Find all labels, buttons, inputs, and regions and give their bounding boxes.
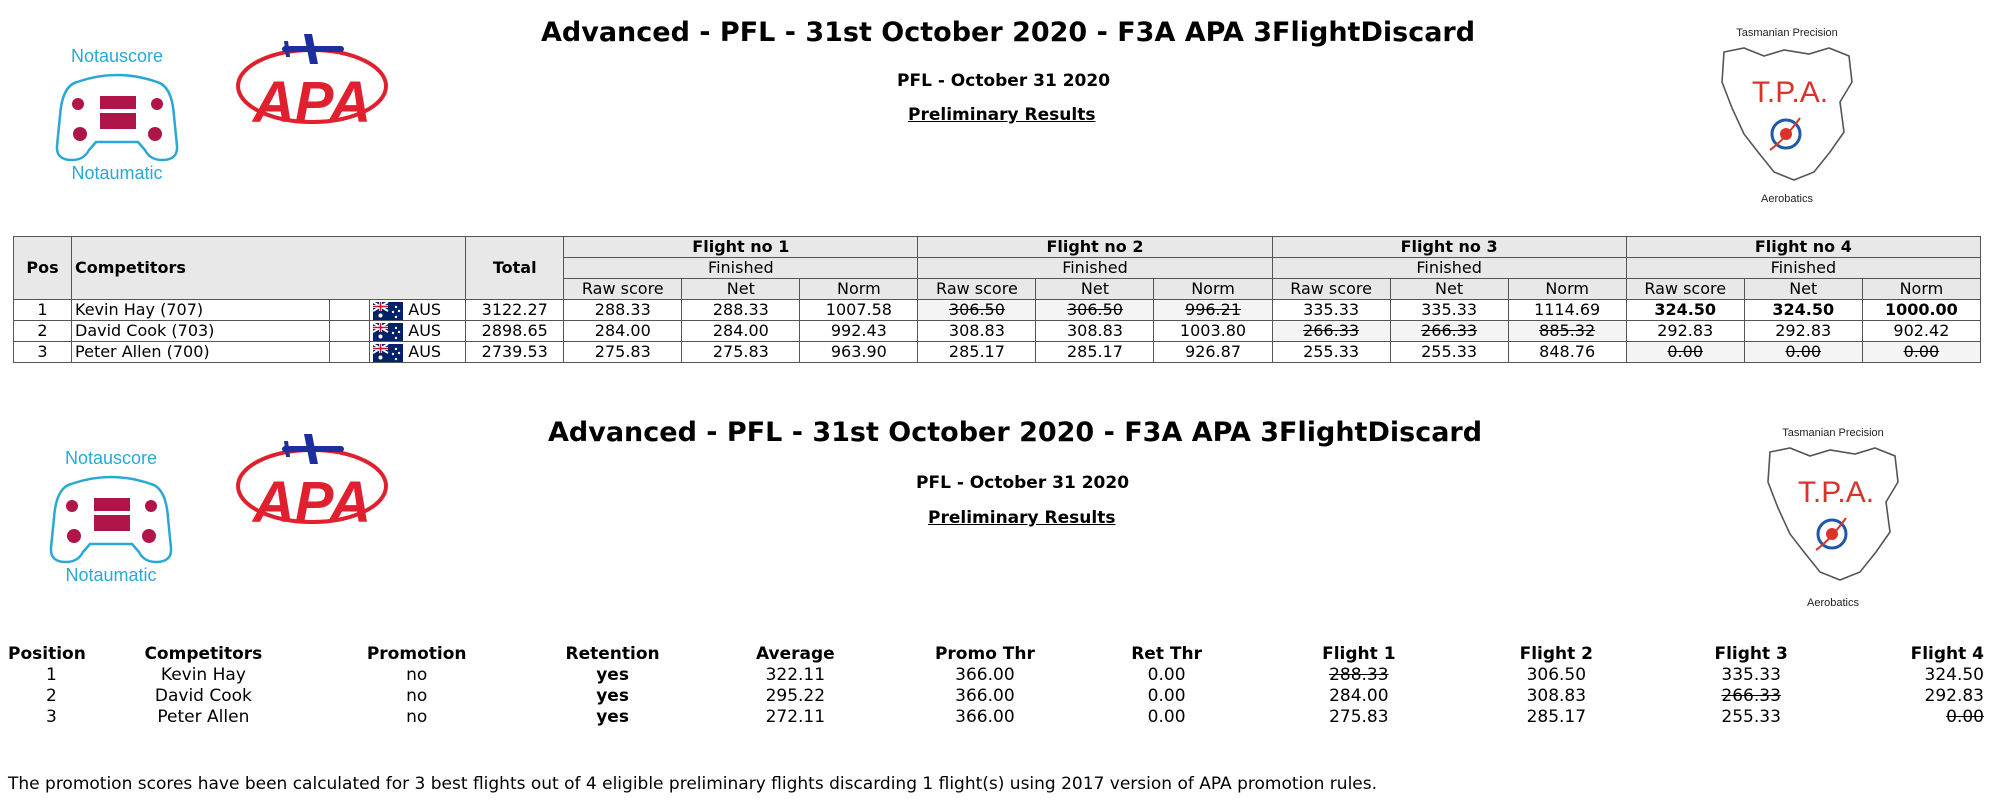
- promotion-footnote: The promotion scores have been calculated for 3 best flights out of 4 eligible preliminary flights discarding 1 flight(s) using 2017 version of APA promotion rules.: [8, 774, 1378, 794]
- net-header: Net: [682, 279, 800, 300]
- apa-logo-text: APA: [252, 70, 372, 128]
- results-table: [13, 236, 1981, 363]
- discarded-net-cell: 266.33: [1390, 321, 1508, 342]
- page-subtitle: PFL - October 31 2020: [897, 71, 1111, 91]
- net-header: Net: [1744, 279, 1862, 300]
- ret-thr-cell: 0.00: [1147, 706, 1186, 727]
- norm-cell: 992.43: [800, 321, 918, 342]
- discarded-flight-cell: 0.00: [1946, 706, 1984, 727]
- australia-flag-icon: [373, 323, 403, 341]
- discarded-flight-cell: 266.33: [1721, 685, 1781, 706]
- discarded-net-cell: 0.00: [1744, 342, 1862, 363]
- flight-1-header: Flight 1: [1322, 643, 1396, 664]
- country-cell: [370, 300, 466, 321]
- table-row: [14, 342, 1981, 363]
- flight-cell: 324.50: [1924, 664, 1984, 685]
- flight-3-header: Flight no 3: [1272, 237, 1626, 258]
- flight-3-header: Flight 3: [1714, 643, 1788, 664]
- flight-cell: 292.83: [1924, 685, 1984, 706]
- total-cell: 2739.53: [466, 342, 564, 363]
- table-row: [8, 685, 1984, 706]
- net-cell: 255.33: [1390, 342, 1508, 363]
- spacer-cell: [330, 300, 370, 321]
- preliminary-results-label: Preliminary Results: [928, 508, 1116, 528]
- country-code: AUS: [408, 342, 442, 361]
- norm-cell: 1007.58: [800, 300, 918, 321]
- flight-4-header: Flight no 4: [1626, 237, 1980, 258]
- australia-flag-icon: [373, 344, 403, 362]
- country-code: AUS: [408, 321, 442, 340]
- net-cell: 288.33: [682, 300, 800, 321]
- norm-cell: 963.90: [800, 342, 918, 363]
- ret-thr-header: Ret Thr: [1131, 643, 1202, 664]
- retention-header: Retention: [565, 643, 660, 664]
- flight-4-header: Flight 4: [1910, 643, 1984, 664]
- ret-thr-cell: 0.00: [1147, 685, 1186, 706]
- country-code: AUS: [408, 300, 442, 319]
- net-header: Net: [1390, 279, 1508, 300]
- notauscore-logo-top-text: Notauscore: [64, 448, 158, 468]
- net-cell: 284.00: [682, 321, 800, 342]
- promotion-table: [8, 643, 1984, 727]
- net-cell: 275.83: [682, 342, 800, 363]
- competitor-name: Kevin Hay: [160, 664, 246, 685]
- norm-header: Norm: [1862, 279, 1980, 300]
- page-title: Advanced - PFL - 31st October 2020 - F3A APA 3FlightDiscard: [548, 417, 1483, 448]
- preliminary-results-label: Preliminary Results: [908, 105, 1096, 125]
- pos-cell: 2: [14, 321, 72, 342]
- apa-logo: [232, 28, 392, 128]
- raw-score-header: Raw score: [564, 279, 682, 300]
- total-header: Total: [466, 237, 564, 300]
- pos-cell: 1: [14, 300, 72, 321]
- flight-1-status: Finished: [564, 258, 918, 279]
- position-cell: 1: [46, 664, 57, 685]
- competitor-name: David Cook (703): [72, 321, 330, 342]
- tpa-logo-top-text: Tasmanian Precision: [1736, 27, 1838, 39]
- notauscore-logo-bottom-text: Notaumatic: [65, 565, 157, 585]
- notauscore-logo: [50, 46, 185, 186]
- tpa-logo-bottom-text: Aerobatics: [1761, 193, 1813, 205]
- retention-cell: yes: [596, 664, 629, 685]
- promotion-cell: no: [406, 706, 428, 727]
- promotion-cell: no: [406, 685, 428, 706]
- flight-cell: 285.17: [1526, 706, 1587, 727]
- competitor-name: Kevin Hay (707): [72, 300, 330, 321]
- average-header: Average: [755, 643, 835, 664]
- flight-3-status: Finished: [1272, 258, 1626, 279]
- net-cell: 335.33: [1390, 300, 1508, 321]
- flight-cell: 335.33: [1721, 664, 1781, 685]
- best-net-cell: 324.50: [1744, 300, 1862, 321]
- raw-score-cell: 284.00: [564, 321, 682, 342]
- discarded-flight-cell: 288.33: [1329, 664, 1389, 685]
- flight-cell: 284.00: [1329, 685, 1389, 706]
- promo-thr-cell: 366.00: [955, 664, 1015, 685]
- apa-logo: [232, 428, 392, 528]
- apa-logo-text: APA: [252, 470, 372, 528]
- raw-score-cell: 285.17: [918, 342, 1036, 363]
- notauscore-logo-top-text: Notauscore: [70, 46, 164, 66]
- flight-1-header: Flight no 1: [564, 237, 918, 258]
- discarded-norm-cell: 996.21: [1154, 300, 1272, 321]
- norm-header: Norm: [800, 279, 918, 300]
- average-cell: 295.22: [765, 685, 826, 706]
- average-cell: 272.11: [765, 706, 826, 727]
- norm-cell: 1003.80: [1154, 321, 1272, 342]
- promo-thr-cell: 366.00: [955, 685, 1015, 706]
- raw-score-cell: 288.33: [564, 300, 682, 321]
- flight-cell: 306.50: [1526, 664, 1587, 685]
- flight-2-header: Flight 2: [1519, 643, 1594, 664]
- tpa-logo-mid-text: T.P.A.: [1797, 476, 1875, 509]
- total-cell: 3122.27: [466, 300, 564, 321]
- table-row: [8, 706, 1984, 727]
- net-cell: 285.17: [1036, 342, 1154, 363]
- position-cell: 2: [46, 685, 57, 706]
- norm-cell: 902.42: [1862, 321, 1980, 342]
- net-cell: 308.83: [1036, 321, 1154, 342]
- discarded-raw-score-cell: 306.50: [918, 300, 1036, 321]
- flight-cell: 308.83: [1526, 685, 1587, 706]
- notauscore-logo: [44, 448, 179, 588]
- tpa-logo-bottom-text: Aerobatics: [1807, 597, 1859, 609]
- promotion-header: Promotion: [366, 643, 467, 664]
- promo-thr-cell: 366.00: [955, 706, 1015, 727]
- raw-score-cell: 292.83: [1626, 321, 1744, 342]
- retention-cell: yes: [596, 685, 629, 706]
- page-title: Advanced - PFL - 31st October 2020 - F3A APA 3FlightDiscard: [541, 17, 1476, 48]
- notauscore-logo-bottom-text: Notaumatic: [71, 163, 163, 183]
- position-header: Position: [8, 643, 86, 664]
- table-row: [8, 664, 1984, 685]
- flight-2-status: Finished: [918, 258, 1272, 279]
- discarded-raw-score-cell: 0.00: [1626, 342, 1744, 363]
- raw-score-cell: 275.83: [564, 342, 682, 363]
- net-header: Net: [1036, 279, 1154, 300]
- competitors-header: Competitors: [144, 643, 263, 664]
- tpa-logo: [1760, 422, 1906, 612]
- tpa-logo-mid-text: T.P.A.: [1751, 76, 1829, 109]
- competitor-name: David Cook: [154, 685, 252, 706]
- raw-score-cell: 255.33: [1272, 342, 1390, 363]
- australia-flag-icon: [373, 302, 403, 320]
- norm-cell: 1114.69: [1508, 300, 1626, 321]
- flight-4-status: Finished: [1626, 258, 1980, 279]
- promo-thr-header: Promo Thr: [934, 643, 1035, 664]
- page-subtitle: PFL - October 31 2020: [916, 473, 1130, 493]
- raw-score-header: Raw score: [1272, 279, 1390, 300]
- norm-header: Norm: [1154, 279, 1272, 300]
- best-norm-cell: 1000.00: [1862, 300, 1980, 321]
- norm-cell: 848.76: [1508, 342, 1626, 363]
- pos-header: Pos: [14, 237, 72, 300]
- raw-score-header: Raw score: [918, 279, 1036, 300]
- table-row: [14, 321, 1981, 342]
- raw-score-cell: 308.83: [918, 321, 1036, 342]
- position-cell: 3: [46, 706, 57, 727]
- competitor-name: Peter Allen: [157, 706, 250, 727]
- norm-header: Norm: [1508, 279, 1626, 300]
- flight-cell: 255.33: [1721, 706, 1781, 727]
- promotion-cell: no: [406, 664, 428, 685]
- discarded-net-cell: 306.50: [1036, 300, 1154, 321]
- flight-2-header: Flight no 2: [918, 237, 1272, 258]
- norm-cell: 926.87: [1154, 342, 1272, 363]
- net-cell: 292.83: [1744, 321, 1862, 342]
- spacer-cell: [330, 342, 370, 363]
- total-cell: 2898.65: [466, 321, 564, 342]
- best-raw-score-cell: 324.50: [1626, 300, 1744, 321]
- ret-thr-cell: 0.00: [1147, 664, 1186, 685]
- table-row: [14, 300, 1981, 321]
- spacer-cell: [330, 321, 370, 342]
- country-cell: [370, 342, 466, 363]
- average-cell: 322.11: [765, 664, 826, 685]
- country-cell: [370, 321, 466, 342]
- discarded-norm-cell: 885.32: [1508, 321, 1626, 342]
- discarded-norm-cell: 0.00: [1862, 342, 1980, 363]
- flight-cell: 275.83: [1329, 706, 1389, 727]
- competitor-name: Peter Allen (700): [72, 342, 330, 363]
- retention-cell: yes: [596, 706, 629, 727]
- raw-score-header: Raw score: [1626, 279, 1744, 300]
- raw-score-cell: 335.33: [1272, 300, 1390, 321]
- tpa-logo: [1714, 22, 1860, 208]
- discarded-raw-score-cell: 266.33: [1272, 321, 1390, 342]
- tpa-logo-top-text: Tasmanian Precision: [1782, 427, 1884, 439]
- competitors-header: Competitors: [72, 237, 466, 300]
- pos-cell: 3: [14, 342, 72, 363]
